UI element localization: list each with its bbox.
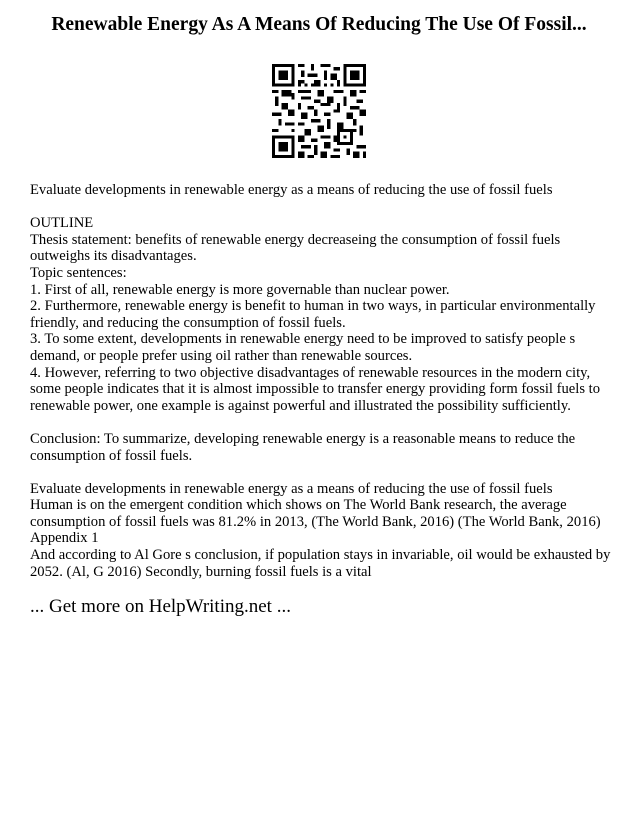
paragraph-gap <box>30 464 614 481</box>
topic-sentences-heading: Topic sentences: <box>30 264 127 281</box>
document-title: Renewable Energy As A Means Of Reducing The Use Of Fossil... <box>51 14 587 35</box>
topic-point: 3. To some extent, developments in renewable energy need to be improved to satisfy people s demand, or people prefer using oil rather than renewable sources. <box>30 331 579 364</box>
topic-point: 4. However, referring to two objective disadvantages of renewable resources in the modern city, some people indicates that it is almost impossible to transfer energy providing form fossil fuels to renewable power, one example is against powerful and illustrated the possibility sufficiently. <box>30 364 604 414</box>
appendix-label: Appendix 1 <box>30 530 99 547</box>
topic-point: 1. First of all, renewable energy is more governable than nuclear power. <box>30 281 450 298</box>
conclusion: Conclusion: To summarize, developing renewable energy is a reasonable means to reduce the consumption of fossil fuels. <box>30 430 579 464</box>
essay-paragraph: Human is on the emergent condition which shows on The World Bank research, the average consumption of fossil fuels was 81.2% in 2013, (The World Bank, 2016) (The World Bank, 2016) <box>30 497 601 530</box>
document-body <box>30 182 614 580</box>
paragraph-gap <box>30 199 614 216</box>
thesis-statement: Thesis statement: benefits of renewable energy decreaseing the consumption of fossil fuels outweighs its disadvantages. <box>30 231 564 265</box>
intro-line: Evaluate developments in renewable energy as a means of reducing the use of fossil fuels <box>30 182 553 198</box>
qr-code-icon[interactable] <box>272 64 366 158</box>
essay-title: Evaluate developments in renewable energy as a means of reducing the use of fossil fuels <box>30 480 553 497</box>
get-more-link[interactable]: ... Get more on HelpWriting.net ... <box>30 596 291 617</box>
topic-point: 2. Furthermore, renewable energy is benefit to human in two ways, in particular environmentally friendly, and reducing the consumption of fossil fuels. <box>30 298 600 331</box>
paragraph-gap <box>30 414 614 431</box>
essay-paragraph: And according to Al Gore s conclusion, if population stays in invariable, oil would be exhausted by 2052. (Al, G 2016) Secondly, burning fossil fuels is a vital <box>30 547 615 580</box>
outline-heading: OUTLINE <box>30 215 94 232</box>
